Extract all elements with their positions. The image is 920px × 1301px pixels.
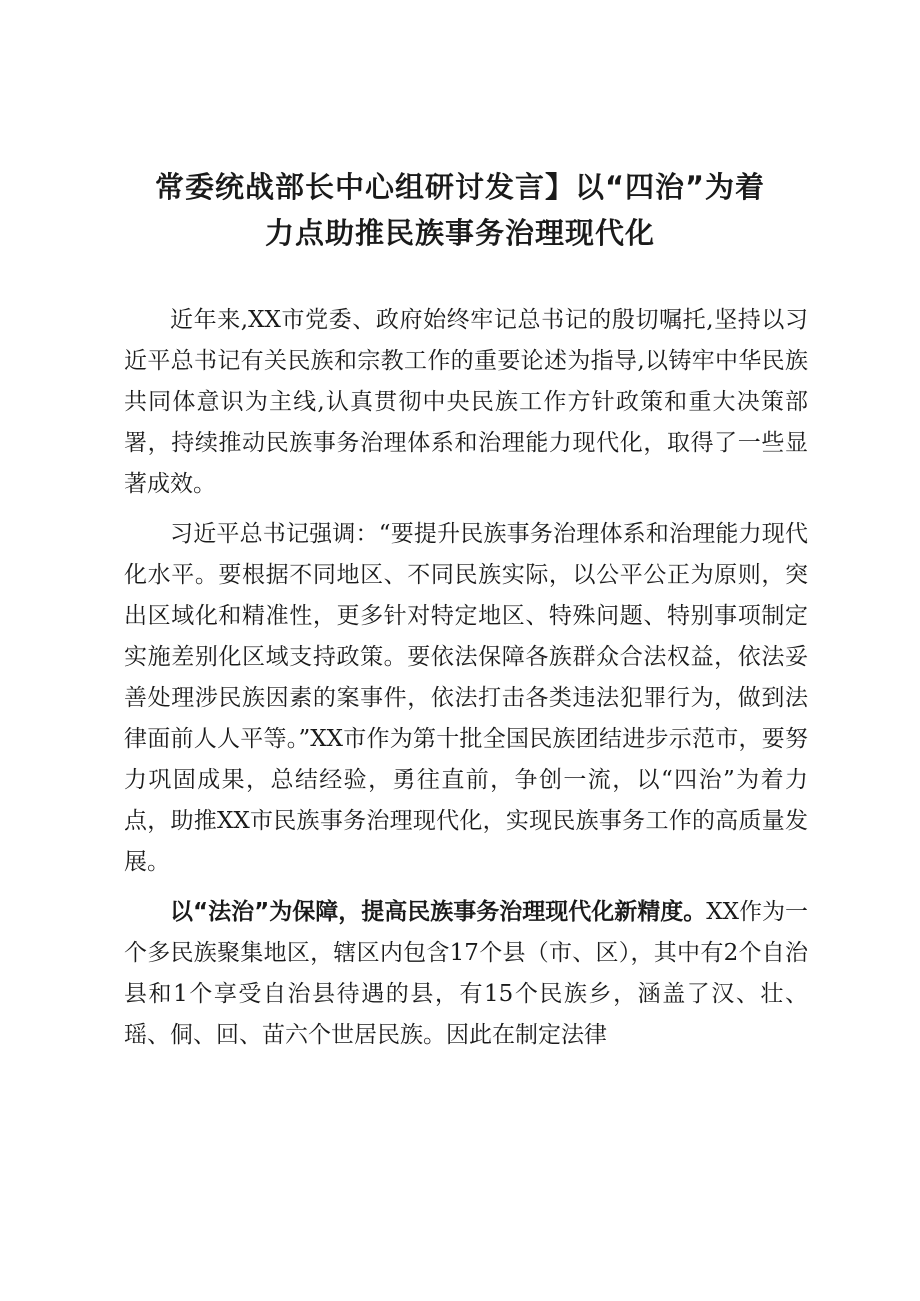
- paragraph-3-text: XX作为一个多民族聚集地区，辖区内包含17个县（市、区），其中有2个自治县和1个享受自治县待遇的县，有15个民族乡，涵盖了汉、壮、瑶、侗、回、苗六个世居民族。因此在制定法律: [124, 899, 809, 1048]
- title-line-2: 力点助推民族事务治理现代化: [264, 216, 655, 250]
- paragraph-3-heading: 以“法治”为保障，提高民族事务治理现代化新精度。: [170, 899, 707, 925]
- paragraph-2: 习近平总书记强调：“要提升民族事务治理体系和治理能力现代化水平。要根据不同地区、不同民族实际，以公平公正为原则，突出区域化和精准性，更多针对特定地区、特殊问题、特别事项制定实施差别化区域支持政策。要依法保障各族群众合法权益，依法妥善处理涉民族因素的案事件，依法打击各类违法犯罪行为，做到法律面前人人平等。”XX市作为第十批全国民族团结进步示范市，要努力巩固成果，总结经验，勇往直前，争创一流，以“四治”为着力点，助推XX市民族事务治理现代化，实现民族事务工作的高质量发展。: [124, 521, 808, 875]
- paragraph-3: [124, 892, 808, 1056]
- title-line-1: 常委统战部长中心组研讨发言】以“四治”为着: [154, 170, 766, 204]
- paragraph-1: 近年来,XX市党委、政府始终牢记总书记的殷切嘱托,坚持以习近平总书记有关民族和宗教工作的重要论述为指导,以铸牢中华民族共同体意识为主线,认真贯彻中央民族工作方针政策和重大决策部署，持续推动民族事务治理体系和治理能力现代化，取得了一些显著成效。: [124, 307, 808, 497]
- document-body: [124, 300, 808, 1065]
- document-title: [100, 164, 820, 256]
